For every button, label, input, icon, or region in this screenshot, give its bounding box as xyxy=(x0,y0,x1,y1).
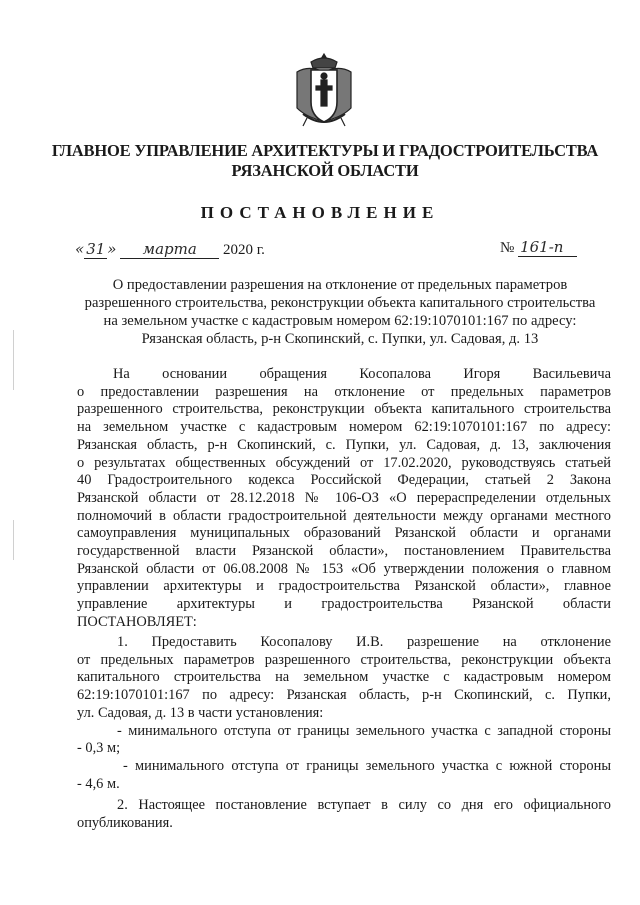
preamble-line: разрешенного строительства, реконструкции объекта капитального строительства xyxy=(77,401,611,418)
item1-subpoint: - минимального отступа от границы земельного участка с западной стороны xyxy=(117,722,611,739)
item1-line: 1. Предоставить Косопалову И.В. разрешение на отклонение xyxy=(117,634,611,650)
item2-line: 2. Настоящее постановление вступает в силу со дня его официального xyxy=(117,797,611,813)
date-day: 31 xyxy=(86,240,106,258)
preamble-line: управление архитектуры и градостроительства Рязанской области xyxy=(77,596,611,613)
subject-line: О предоставлении разрешения на отклонение от предельных параметров xyxy=(112,277,568,293)
item1-subpoint: - минимального отступа от границы земельного участка с южной стороны xyxy=(123,757,611,774)
preamble-line: управлении архитектуры и градостроительства Рязанской области», главное xyxy=(77,578,611,595)
scan-edge-line xyxy=(13,520,14,560)
item2-line: опубликования. xyxy=(77,814,173,831)
item1-subpoint: - 0,3 м; xyxy=(77,740,121,757)
preamble-line: Рязанской области от 06.08.2008 № 153 «Об утверждении положения о главном xyxy=(77,560,611,577)
document-date xyxy=(75,240,265,259)
document-type-heading: ПОСТАНОВЛЕНИЕ xyxy=(200,203,440,222)
number-sign: № xyxy=(500,240,515,256)
preamble-line: о результатах общественных обсуждений от 17.02.2020, руководствуясь статьей xyxy=(77,454,611,471)
preamble-line: государственной власти Рязанской области», постановлением Правительства xyxy=(77,543,611,560)
subject-line: разрешенного строительства, реконструкции объекта капитального строительства xyxy=(84,295,596,311)
preamble-line: на земельном участке с кадастровым номером 62:19:1070101:167 по адресу: xyxy=(77,419,611,436)
preamble-line: полномочий в области градостроительной деятельности между органами местного xyxy=(77,507,611,524)
item2-paragraph xyxy=(77,797,611,832)
preamble-line: самоуправления муниципальных образований Рязанской области и органами xyxy=(77,525,611,542)
number-value: 161-п xyxy=(518,238,577,257)
document-number xyxy=(500,238,577,257)
preamble-line: о предоставлении разрешения на отклонение от предельных параметров xyxy=(77,383,611,400)
item1-line: 62:19:1070101:167 по адресу: Рязанская область, р-н Скопинский, с. Пупки, xyxy=(77,687,611,704)
preamble-line: Рязанская область, р-н Скопинский, с. Пупки, ул. Садовая, д. 13, заключения xyxy=(77,436,611,453)
item1-line: ул. Садовая, д. 13 в части установления: xyxy=(77,704,324,721)
coat-of-arms-icon xyxy=(293,52,355,130)
date-open-quote: « xyxy=(75,240,85,258)
decree-keyword: ПОСТАНОВЛЯЕТ: xyxy=(77,613,197,630)
preamble-paragraph xyxy=(77,366,611,632)
subject-line: Рязанская область, р-н Скопинский, с. Пупки, ул. Садовая, д. 13 xyxy=(141,331,539,347)
date-month: марта xyxy=(120,240,219,259)
preamble-line: 40 Градостроительного кодекса Российской Федерации, статьей 2 Закона xyxy=(77,472,611,489)
date-close-quote: » xyxy=(107,240,117,258)
agency-name-line2: РЯЗАНСКОЙ ОБЛАСТИ xyxy=(231,161,419,180)
date-year: 2020 г. xyxy=(222,242,265,258)
subject-line: на земельном участке с кадастровым номером 62:19:1070101:167 по адресу: xyxy=(103,313,577,329)
preamble-line: Рязанской области от 28.12.2018 № 106-ОЗ «О перераспределении отдельных xyxy=(77,489,611,506)
item1-line: капитального строительства на земельном участке с кадастровым номером xyxy=(77,669,611,686)
item1-line: от предельных параметров разрешенного строительства, реконструкции объекта xyxy=(77,651,611,668)
item1-paragraph xyxy=(77,634,611,793)
scan-edge-line xyxy=(13,330,14,390)
item1-subpoint: - 4,6 м. xyxy=(77,775,120,792)
preamble-line: На основании обращения Косопалова Игоря Васильевича xyxy=(113,366,611,382)
document-subject xyxy=(70,276,610,348)
agency-name-line1: ГЛАВНОЕ УПРАВЛЕНИЕ АРХИТЕКТУРЫ И ГРАДОСТРОИТЕЛЬСТВА xyxy=(51,141,599,160)
